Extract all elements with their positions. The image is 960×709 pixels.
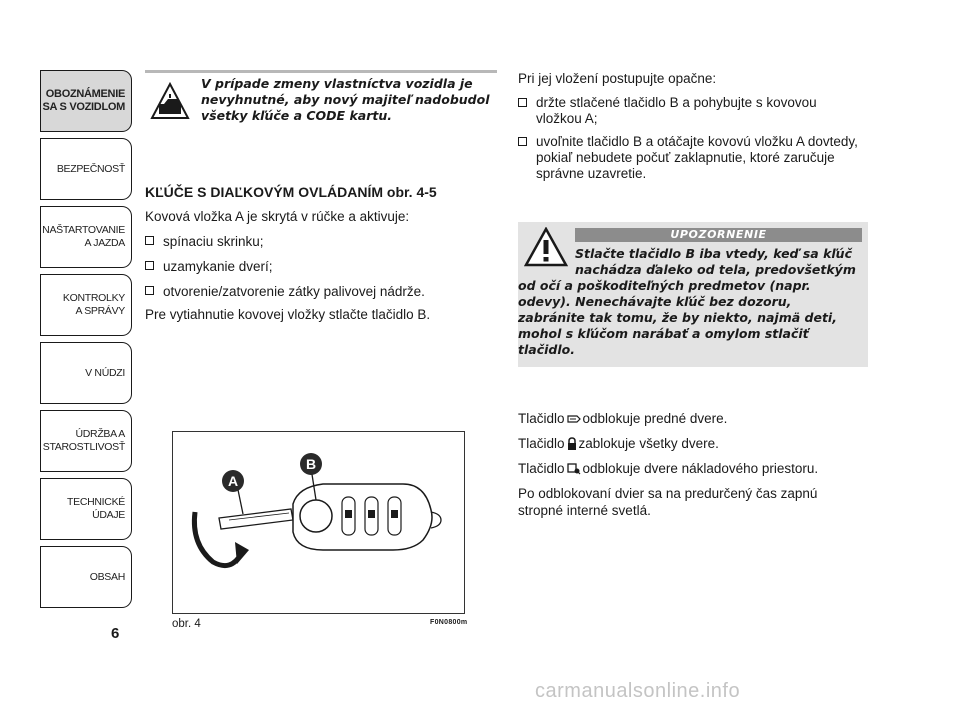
tab-udrzba[interactable]: ÚDRŽBA A STAROSTLIVOSŤ <box>40 410 132 472</box>
lights-text-continued: stropné interné svetlá. <box>518 503 651 518</box>
ownership-notice-text: V prípade zmeny vlastníctva vozidla je nevyhnutné, aby nový majiteľ nadobudol všetky kľúče a CODE kartu. <box>201 76 490 123</box>
list-item: spínaciu skrinku; <box>145 233 264 251</box>
button-description: Tlačidlo zablokuje všetky dvere. <box>518 436 719 451</box>
lock-icon <box>567 437 577 451</box>
button-description: Tlačidlo odblokuje dvere nákladového priestoru. <box>518 461 819 476</box>
tab-obsah[interactable]: OBSAH <box>40 546 132 608</box>
ownership-notice <box>145 74 497 134</box>
checkbox-bullet-icon <box>145 236 154 245</box>
key-figure <box>172 431 465 614</box>
button-description: Tlačidlo odblokuje predné dvere. <box>518 411 728 426</box>
tab-technicke-udaje[interactable]: TECHNICKÉ ÚDAJE <box>40 478 132 540</box>
checkbox-bullet-icon <box>145 261 154 270</box>
label-a: A <box>227 473 239 489</box>
figure-reference: obr. 4-5 <box>386 184 437 200</box>
unlock-icon <box>567 413 581 425</box>
tab-kontrolky[interactable]: KONTROLKY A SPRÁVY <box>40 274 132 336</box>
figure-code: F0N0800m <box>430 619 468 626</box>
tab-bezpecnost[interactable]: BEZPEČNOSŤ <box>40 138 132 200</box>
warning-title: UPOZORNENIE <box>575 228 862 242</box>
list-item: otvorenie/zatvorenie zátky palivovej nádrže. <box>145 283 425 301</box>
figure-caption: obr. 4 <box>172 618 201 630</box>
lights-text: Po odblokovaní dvier sa na predurčený čas zapnú <box>518 486 818 501</box>
warning-box <box>518 222 868 367</box>
insert-intro: Pri jej vložení postupujte opačne: <box>518 71 717 86</box>
cargo-unlock-icon <box>567 462 581 475</box>
checkbox-bullet-icon <box>518 137 527 146</box>
tab-v-nudzi[interactable]: V NÚDZI <box>40 342 132 404</box>
intro-text: Kovová vložka A je skrytá v rúčke a aktivuje: <box>145 209 410 224</box>
list-item: držte stlačené tlačidlo B a pohybujte s kovovou vložkou A; <box>518 95 858 127</box>
tab-oboznamenie[interactable]: OBOZNÁMENIE SA S VOZIDLOM <box>40 70 132 132</box>
label-b: B <box>305 456 317 472</box>
section-heading <box>145 184 437 200</box>
section-heading-title: KĽÚČE S DIAĽKOVÝM OVLÁDANÍM <box>145 184 383 200</box>
watermark: carmanualsonline.info <box>535 680 741 702</box>
key-illustration <box>173 432 464 613</box>
tab-nastartovanie[interactable]: NAŠTARTOVANIE A JAZDA <box>40 206 132 268</box>
page-number: 6 <box>111 625 120 642</box>
section-rule <box>145 70 497 73</box>
checkbox-bullet-icon <box>145 286 154 295</box>
checkbox-bullet-icon <box>518 98 527 107</box>
list-item: uvoľnite tlačidlo B a otáčajte kovovú vložku A dovtedy, pokiaľ nebudete počuť zaklapnutie, ktoré zaručuje správne uzavretie. <box>518 134 858 182</box>
extract-instruction: Pre vytiahnutie kovovej vložky stlačte tlačidlo B. <box>145 307 431 322</box>
car-transfer-icon <box>150 82 190 122</box>
warning-text: Stlačte tlačidlo B iba vtedy, keď sa kľúč nachádza ďaleko od tela, predovšetkým od očí a poškoditeľných predmetov (napr. odevy). Nenechávajte kľúč bez dozoru, zabránite tak tomu, že by niekto, najmä deti, mohol s kľúčom narábať a omylom stlačiť tlačidlo. <box>518 246 856 357</box>
list-item: uzamykanie dverí; <box>145 258 273 276</box>
release-button-b <box>300 500 332 532</box>
